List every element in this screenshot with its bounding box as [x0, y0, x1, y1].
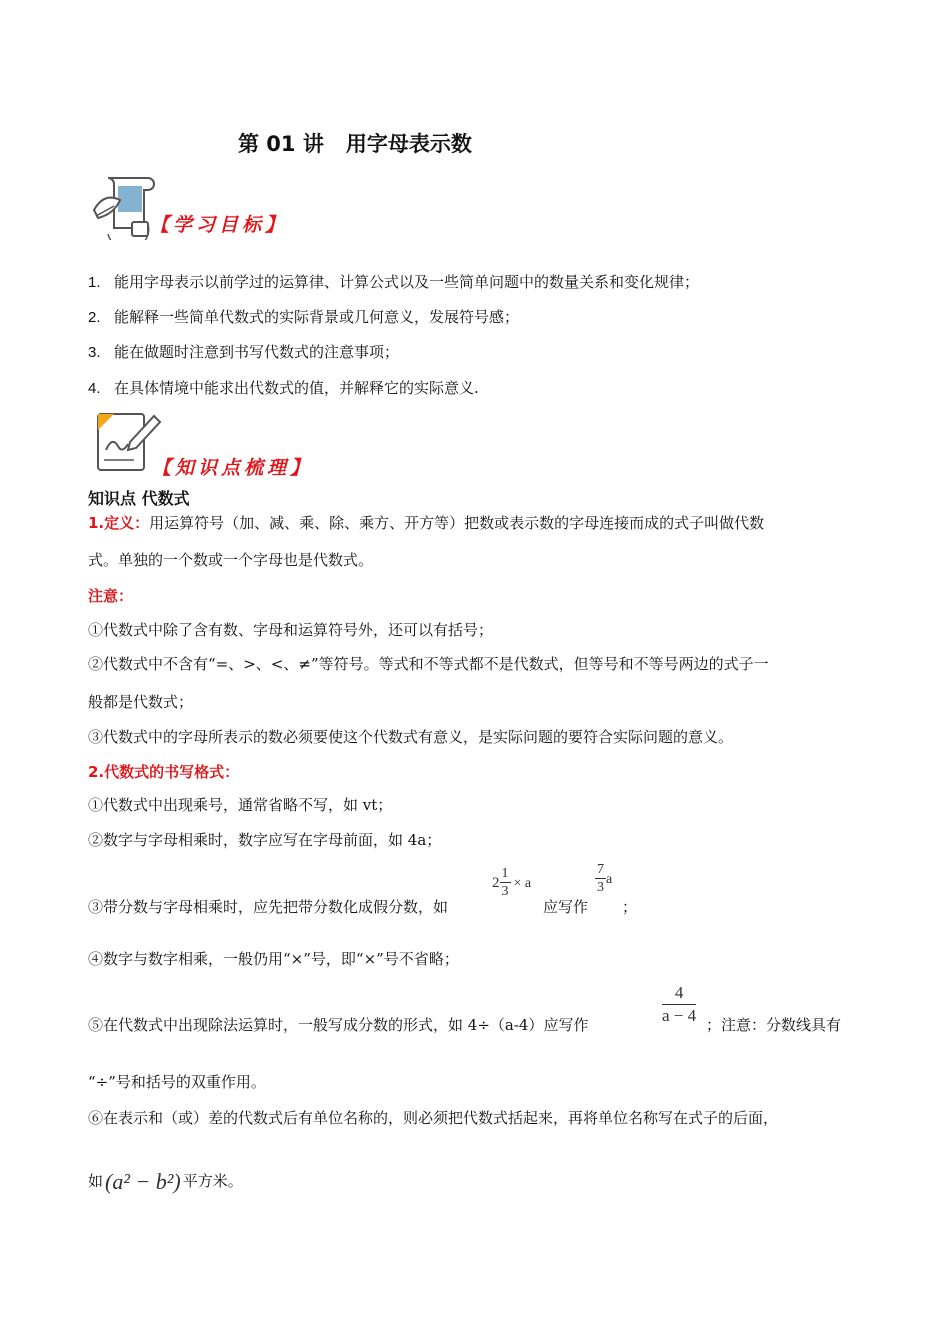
objectives-badge: 【学习目标】 [150, 214, 289, 236]
lesson-topic: 用字母表示数 [345, 132, 472, 156]
improper-fraction-expression: $\frac{7}{3}$ a [597, 862, 613, 895]
knowledge-badge: 【知识点梳理】 [152, 457, 314, 479]
list-item: 1. 能用字母表示以前学过的运算律、计算公式以及一些简单问题中的数量关系和变化规律； [88, 273, 700, 291]
list-item: 4. 在具体情境中能求出代数式的值，并解释它的实际意义. [88, 379, 479, 397]
section-heading: 知识点 代数式 [88, 489, 190, 508]
note-label: 注意： [88, 587, 134, 605]
definition-label: 1.定义： [88, 514, 150, 532]
format-item-text: 应写作 [543, 898, 589, 916]
format-item: ③带分数与字母相乘时，应先把带分数化成假分数，如 [88, 898, 449, 916]
list-item: 3. 能在做题时注意到书写代数式的注意事项； [88, 343, 400, 361]
list-item: 2. 能解释一些简单代数式的实际背景或几何意义，发展符号感； [88, 308, 520, 326]
format-item-text: ；注意：分数线具有 [706, 1016, 842, 1034]
definition-line-2: 式。单独的一个数或一个字母也是代数式。 [88, 551, 374, 569]
format-item: 如(a² − b²) 平方米。 [88, 1169, 243, 1194]
division-fraction [662, 982, 696, 1027]
note-item: ②代数式中不含有“=、>、<、≠”等符号。等式和不等式都不是代数式，但等号和不等号两边的式子一 [88, 655, 769, 673]
definition-line: 1.定义：用运算符号（加、减、乘、除、乘方、开方等）把数或表示数的字母连接而成的式子叫做代数 [88, 514, 765, 532]
format-item: “÷”号和括号的双重作用。 [88, 1073, 266, 1091]
fraction: $\frac{1}{3}$ [501, 866, 509, 899]
format-item: ⑤在代数式中出现除法运算时，一般写成分数的形式，如 4÷（a-4）应写作 [88, 1016, 589, 1034]
format-item: ②数字与字母相乘时，数字应写在字母前面，如 4a； [88, 831, 442, 849]
mixed-number-expression: 2 $\frac{1}{3}$ × a [492, 866, 532, 899]
format-item: ④数字与数字相乘，一般仍用“×”号，即“×”号不省略； [88, 950, 459, 968]
lesson-number: 第 01 讲 [238, 132, 324, 156]
fraction: $\frac{4}{a - 4}$ [662, 983, 697, 1025]
format-label: 2.代数式的书写格式： [88, 763, 240, 781]
scroll-quill-icon [88, 172, 158, 240]
area-expression: (a² − b²) [105, 1169, 181, 1194]
format-item: ①代数式中出现乘号，通常省略不写，如 vt； [88, 796, 393, 814]
note-item: ③代数式中的字母所表示的数必须要使这个代数式有意义，是实际问题的要符合实际问题的意义。 [88, 728, 734, 746]
note-item: 般都是代数式； [88, 693, 194, 711]
note-item: ①代数式中除了含有数、字母和运算符号外，还可以有括号； [88, 621, 494, 639]
format-item: ⑥在表示和（或）差的代数式后有单位名称的，则必须把代数式括起来，再将单位名称写在式子的后面， [88, 1109, 779, 1127]
page-title [238, 128, 472, 158]
format-item-text: ； [622, 898, 638, 916]
fraction: $\frac{7}{3}$ [597, 862, 604, 895]
